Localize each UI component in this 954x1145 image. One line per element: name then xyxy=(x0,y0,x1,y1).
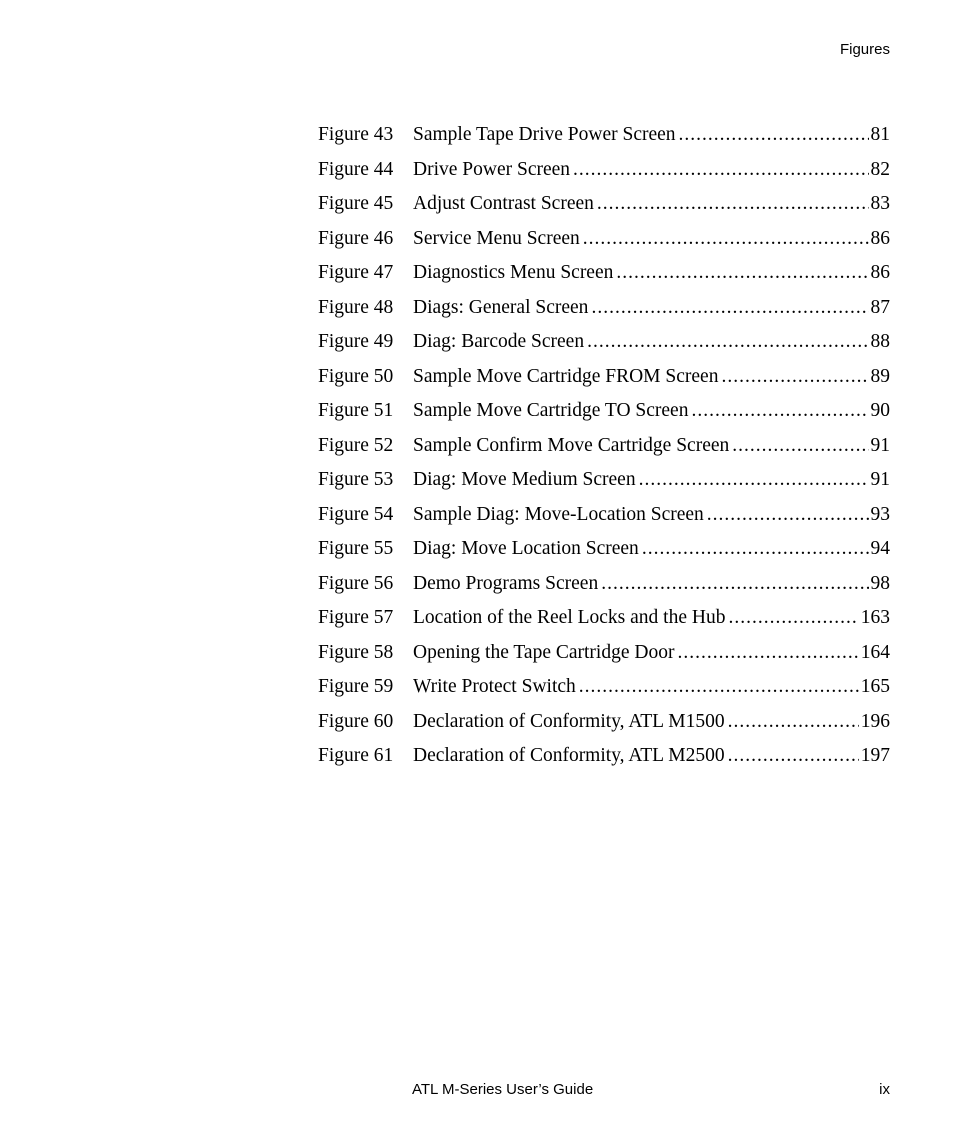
page-number: 90 xyxy=(870,400,890,421)
toc-entry[interactable] xyxy=(318,601,890,636)
figure-title: Sample Tape Drive Power Screen xyxy=(413,124,676,145)
figure-label: Figure 46 xyxy=(318,227,394,249)
dot-leader xyxy=(591,291,868,326)
figure-title: Sample Move Cartridge FROM Screen xyxy=(413,365,719,387)
page-number: 91 xyxy=(870,469,890,490)
toc-entry[interactable] xyxy=(318,463,890,498)
figure-label: Figure 51 xyxy=(318,400,394,421)
dot-leader xyxy=(677,636,858,671)
toc-entry[interactable] xyxy=(318,118,890,153)
figure-label: Figure 60 xyxy=(318,710,394,732)
figure-label: Figure 56 xyxy=(318,572,394,594)
page-number: 91 xyxy=(870,434,890,456)
dot-leader xyxy=(732,429,868,464)
figure-title: Diag: Barcode Screen xyxy=(413,331,585,352)
figure-title: Diags: General Screen xyxy=(413,296,589,318)
figure-label: Figure 45 xyxy=(318,193,394,214)
page-number: 98 xyxy=(870,572,890,594)
page-number: 83 xyxy=(870,193,890,214)
figure-title: Diag: Move Location Screen xyxy=(413,538,639,559)
dot-leader xyxy=(639,463,869,498)
figure-label: Figure 43 xyxy=(318,124,394,145)
dot-leader xyxy=(642,532,869,567)
toc-entry[interactable] xyxy=(318,429,890,464)
toc-entry[interactable] xyxy=(318,222,890,257)
figure-label: Figure 58 xyxy=(318,641,394,663)
toc-entry[interactable] xyxy=(318,705,890,740)
figure-title: Sample Confirm Move Cartridge Screen xyxy=(413,434,730,456)
page-number: 82 xyxy=(870,158,890,180)
figure-title: Service Menu Screen xyxy=(413,227,580,249)
toc-entry[interactable] xyxy=(318,325,890,360)
dot-leader xyxy=(728,705,859,740)
page-number: 87 xyxy=(870,296,890,318)
figure-label: Figure 57 xyxy=(318,607,394,628)
figure-title: Opening the Tape Cartridge Door xyxy=(413,641,675,663)
page-number: 81 xyxy=(870,124,890,145)
page-number: 89 xyxy=(870,365,890,387)
figure-title: Diag: Move Medium Screen xyxy=(413,469,636,490)
figure-title: Declaration of Conformity, ATL M2500 xyxy=(413,745,725,766)
figure-label: Figure 61 xyxy=(318,745,394,766)
page-number: 86 xyxy=(870,227,890,249)
figure-label: Figure 47 xyxy=(318,262,394,283)
page-number: 94 xyxy=(870,538,890,559)
footer-page-number: ix xyxy=(879,1081,890,1098)
toc-entry[interactable] xyxy=(318,636,890,671)
toc-entry[interactable] xyxy=(318,670,890,705)
figure-label: Figure 54 xyxy=(318,503,394,525)
dot-leader xyxy=(728,739,859,774)
page-number: 86 xyxy=(870,262,890,283)
figure-title: Adjust Contrast Screen xyxy=(413,193,594,214)
footer-title: ATL M-Series User’s Guide xyxy=(412,1081,594,1098)
page-number: 88 xyxy=(870,331,890,352)
page-number: 164 xyxy=(860,641,890,663)
page-number: 197 xyxy=(860,745,890,766)
toc-entry[interactable] xyxy=(318,498,890,533)
figure-title: Location of the Reel Locks and the Hub xyxy=(413,607,726,628)
running-header: Figures xyxy=(839,41,890,58)
toc-entry[interactable] xyxy=(318,291,890,326)
dot-leader xyxy=(721,360,868,395)
toc-entry[interactable] xyxy=(318,256,890,291)
figure-label: Figure 48 xyxy=(318,296,394,318)
figure-title: Demo Programs Screen xyxy=(413,572,599,594)
page-number: 165 xyxy=(860,676,890,697)
figure-title: Diagnostics Menu Screen xyxy=(413,262,614,283)
figure-title: Sample Move Cartridge TO Screen xyxy=(413,400,689,421)
dot-leader xyxy=(597,187,869,222)
list-of-figures xyxy=(318,118,890,774)
dot-leader xyxy=(579,670,859,705)
toc-entry[interactable] xyxy=(318,532,890,567)
dot-leader xyxy=(587,325,868,360)
figure-title: Write Protect Switch xyxy=(413,676,576,697)
figure-label: Figure 55 xyxy=(318,538,394,559)
figure-label: Figure 50 xyxy=(318,365,394,387)
dot-leader xyxy=(573,153,868,188)
dot-leader xyxy=(583,222,869,257)
figure-title: Sample Diag: Move-Location Screen xyxy=(413,503,704,525)
page-number: 196 xyxy=(860,710,890,732)
dot-leader xyxy=(691,394,868,429)
toc-entry[interactable] xyxy=(318,394,890,429)
toc-entry[interactable] xyxy=(318,187,890,222)
figure-label: Figure 52 xyxy=(318,434,394,456)
toc-entry[interactable] xyxy=(318,567,890,602)
dot-leader xyxy=(707,498,869,533)
page-number: 163 xyxy=(860,607,890,628)
figure-label: Figure 44 xyxy=(318,158,394,180)
dot-leader xyxy=(601,567,868,602)
dot-leader xyxy=(679,118,869,153)
toc-entry[interactable] xyxy=(318,360,890,395)
dot-leader xyxy=(616,256,868,291)
toc-entry[interactable] xyxy=(318,153,890,188)
figure-label: Figure 59 xyxy=(318,676,394,697)
figure-label: Figure 53 xyxy=(318,469,394,490)
dot-leader xyxy=(728,601,858,636)
figure-title: Declaration of Conformity, ATL M1500 xyxy=(413,710,725,732)
toc-entry[interactable] xyxy=(318,739,890,774)
page-number: 93 xyxy=(870,503,890,525)
figure-title: Drive Power Screen xyxy=(413,158,571,180)
figure-label: Figure 49 xyxy=(318,331,394,352)
